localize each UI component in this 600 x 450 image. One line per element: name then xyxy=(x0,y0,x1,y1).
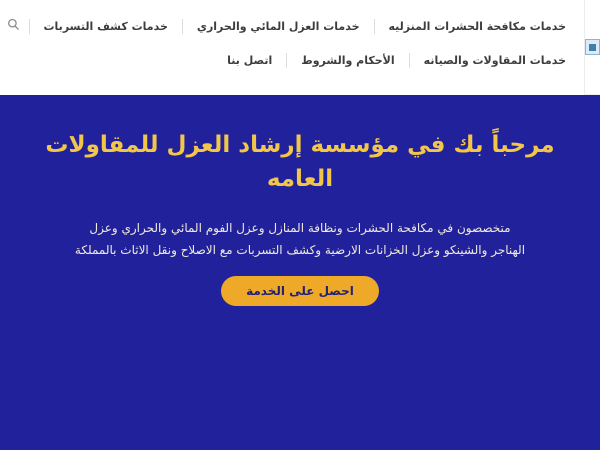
nav-item-leak-detection[interactable]: خدمات كشف التسربات xyxy=(43,19,168,33)
nav-item-contracting-maintenance[interactable]: خدمات المقاولات والصيانه xyxy=(423,53,566,67)
hero-description: متخصصون في مكافحة الحشرات ونظافة المنازل وعزل الفوم المائي والحراري وعزل الهناجر والشينكو وعزل الخزانات الارضية وكشف التسربات مع الاصلاح ونقل الاثاث بالمملكة xyxy=(74,221,526,257)
nav-item-contact-us[interactable]: اتصل بنا xyxy=(227,53,273,67)
nav-row-1 xyxy=(0,9,584,43)
hero-section xyxy=(0,95,600,450)
search-button[interactable] xyxy=(0,19,30,34)
nav-item-water-thermal-insulation[interactable]: خدمات العزل المائي والحراري xyxy=(196,19,360,33)
search-icon xyxy=(7,18,20,34)
nav-row-2 xyxy=(0,43,584,77)
nav-item-pest-control[interactable]: خدمات مكافحة الحشرات المنزليه xyxy=(388,19,566,33)
hero-title: مرحباً بك في مؤسسة إرشاد العزل للمقاولات العامه xyxy=(45,132,555,192)
nav-item-terms-conditions[interactable]: الأحكام والشروط xyxy=(301,53,395,67)
logo-area[interactable] xyxy=(584,0,600,95)
main-nav xyxy=(0,0,584,95)
get-service-button[interactable]: احصل على الخدمة xyxy=(221,276,379,306)
broken-image-icon xyxy=(585,39,600,55)
site-header xyxy=(0,0,600,95)
